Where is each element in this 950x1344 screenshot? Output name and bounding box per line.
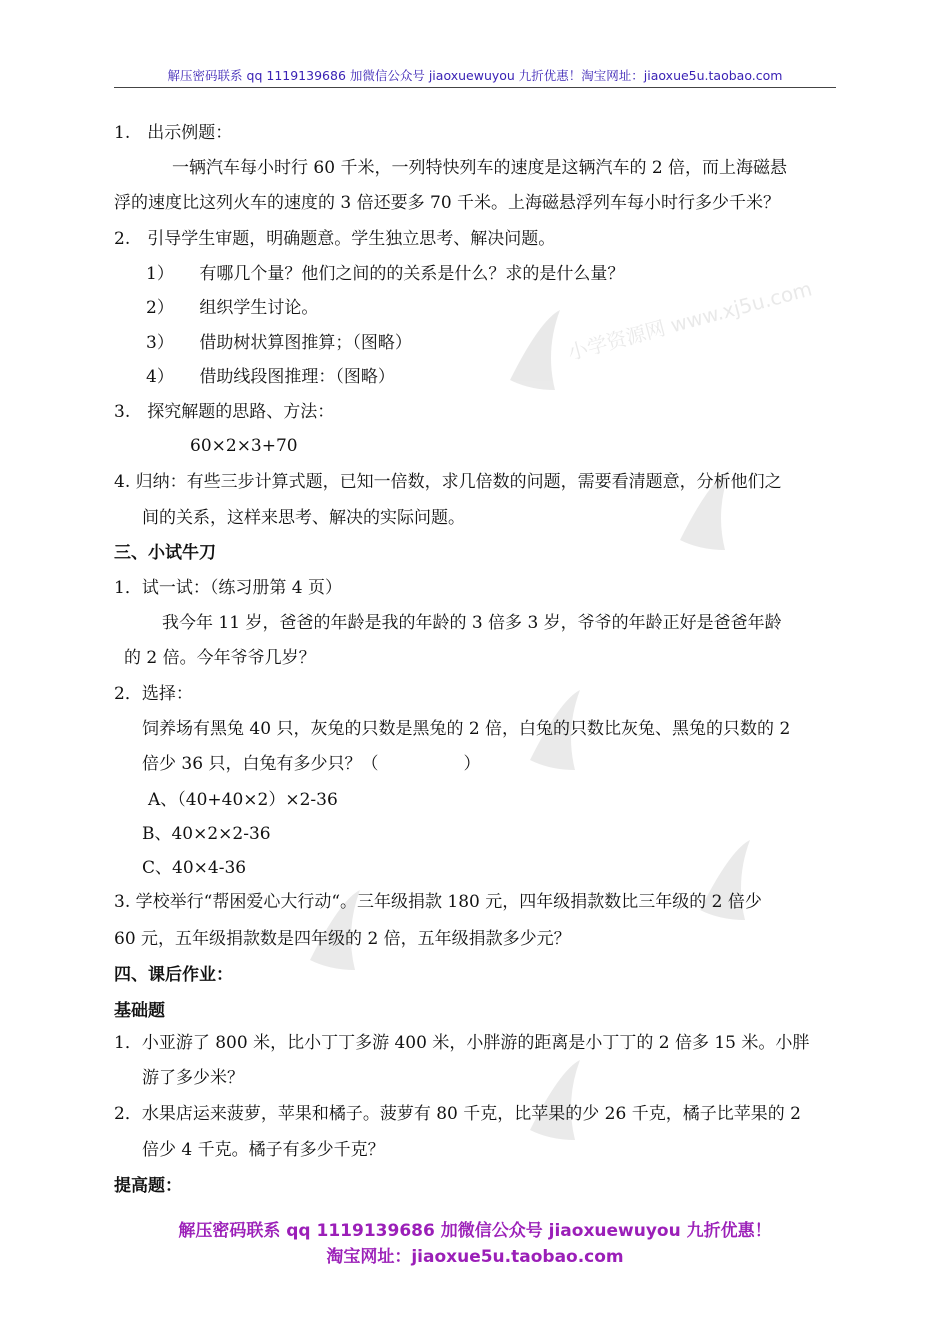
text-line: 游了多少米？	[142, 1068, 244, 1088]
text-line: 浮的速度比这列火车的速度的 3 倍还要多 70 千米。上海磁悬浮列车每小时行多少千米？	[114, 193, 781, 213]
subsection-heading: 基础题	[114, 1001, 165, 1021]
text-line: 1. 出示例题：	[114, 123, 233, 143]
text-line: 3） 借助树状算图推算；（图略）	[146, 333, 412, 353]
text-line: 一辆汽车每小时行 60 千米，一列特快列车的速度是这辆汽车的 2 倍，而上海磁悬	[172, 158, 788, 178]
text-line: 4） 借助线段图推理：（图略）	[146, 367, 395, 387]
text-line: 1．小亚游了 800 米，比小丁丁多游 400 米，小胖游的距离是小丁丁的 2 倍多 15 米。小胖	[114, 1033, 810, 1053]
text-line: 1．试一试：（练习册第 4 页）	[114, 578, 342, 598]
text-line: 3. 探究解题的思路、方法：	[114, 402, 335, 422]
text-line: 2．选择：	[114, 684, 193, 704]
text-line: 2） 组织学生讨论。	[146, 298, 319, 318]
footer-line-1: 解压密码联系 qq 1119139686 加微信公众号 jiaoxuewuyou 九折优惠！	[178, 1221, 772, 1241]
watermark-logo	[500, 276, 815, 410]
text-line: 60 元，五年级捐款数是四年级的 2 倍，五年级捐款多少元？	[114, 929, 571, 949]
subsection-heading: 提高题：	[114, 1176, 182, 1196]
text-line: 4. 归纳：有些三步计算式题，已知一倍数，求几倍数的问题，需要看清题意，分析他们之	[114, 472, 782, 492]
text-line: 倍少 4 千克。橘子有多少千克？	[142, 1140, 385, 1160]
text-line: 3. 学校举行“帮困爱心大行动“。三年级捐款 180 元，四年级捐款数比三年级的 2 倍少	[114, 892, 762, 912]
page-header: 解压密码联系 qq 1119139686 加微信公众号 jiaoxuewuyou 九折优惠！淘宝网址：jiaoxue5u.taobao.com	[114, 66, 836, 88]
text-line: 1） 有哪几个量？他们之间的的关系是什么？求的是什么量？	[146, 264, 625, 284]
text-line: 饲养场有黑兔 40 只，灰兔的只数是黑兔的 2 倍，白兔的只数比灰兔、黑兔的只数的 2	[142, 719, 791, 739]
footer-line-2: 淘宝网址：jiaoxue5u.taobao.com	[326, 1247, 624, 1267]
text-line: 倍少 36 只，白兔有多少只？（ ）	[142, 754, 481, 774]
option-c: C、40×4-36	[142, 858, 247, 878]
watermark-text: 小学资源网 www.xj5u.com	[565, 276, 815, 365]
formula: 60×2×3+70	[190, 436, 298, 456]
text-line: 2．水果店运来菠萝，苹果和橘子。菠萝有 80 千克，比苹果的少 26 千克，橘子比苹果的 2	[114, 1104, 801, 1124]
text-line: 的 2 倍。今年爷爷几岁？	[124, 648, 316, 668]
watermark-logo	[690, 830, 880, 940]
text-line: 间的关系，这样来思考、解决的实际问题。	[142, 508, 465, 528]
text-line: 2. 引导学生审题，明确题意。学生独立思考、解决问题。	[114, 229, 556, 249]
option-a: A、（40+40×2）×2-36	[148, 790, 338, 810]
option-b: B、40×2×2-36	[142, 824, 271, 844]
section-heading: 三、小试牛刀	[114, 543, 216, 563]
text-line: 我今年 11 岁，爸爸的年龄是我的年龄的 3 倍多 3 岁，爷爷的年龄正好是爸爸年龄	[162, 613, 782, 633]
section-heading: 四、课后作业：	[114, 965, 233, 985]
